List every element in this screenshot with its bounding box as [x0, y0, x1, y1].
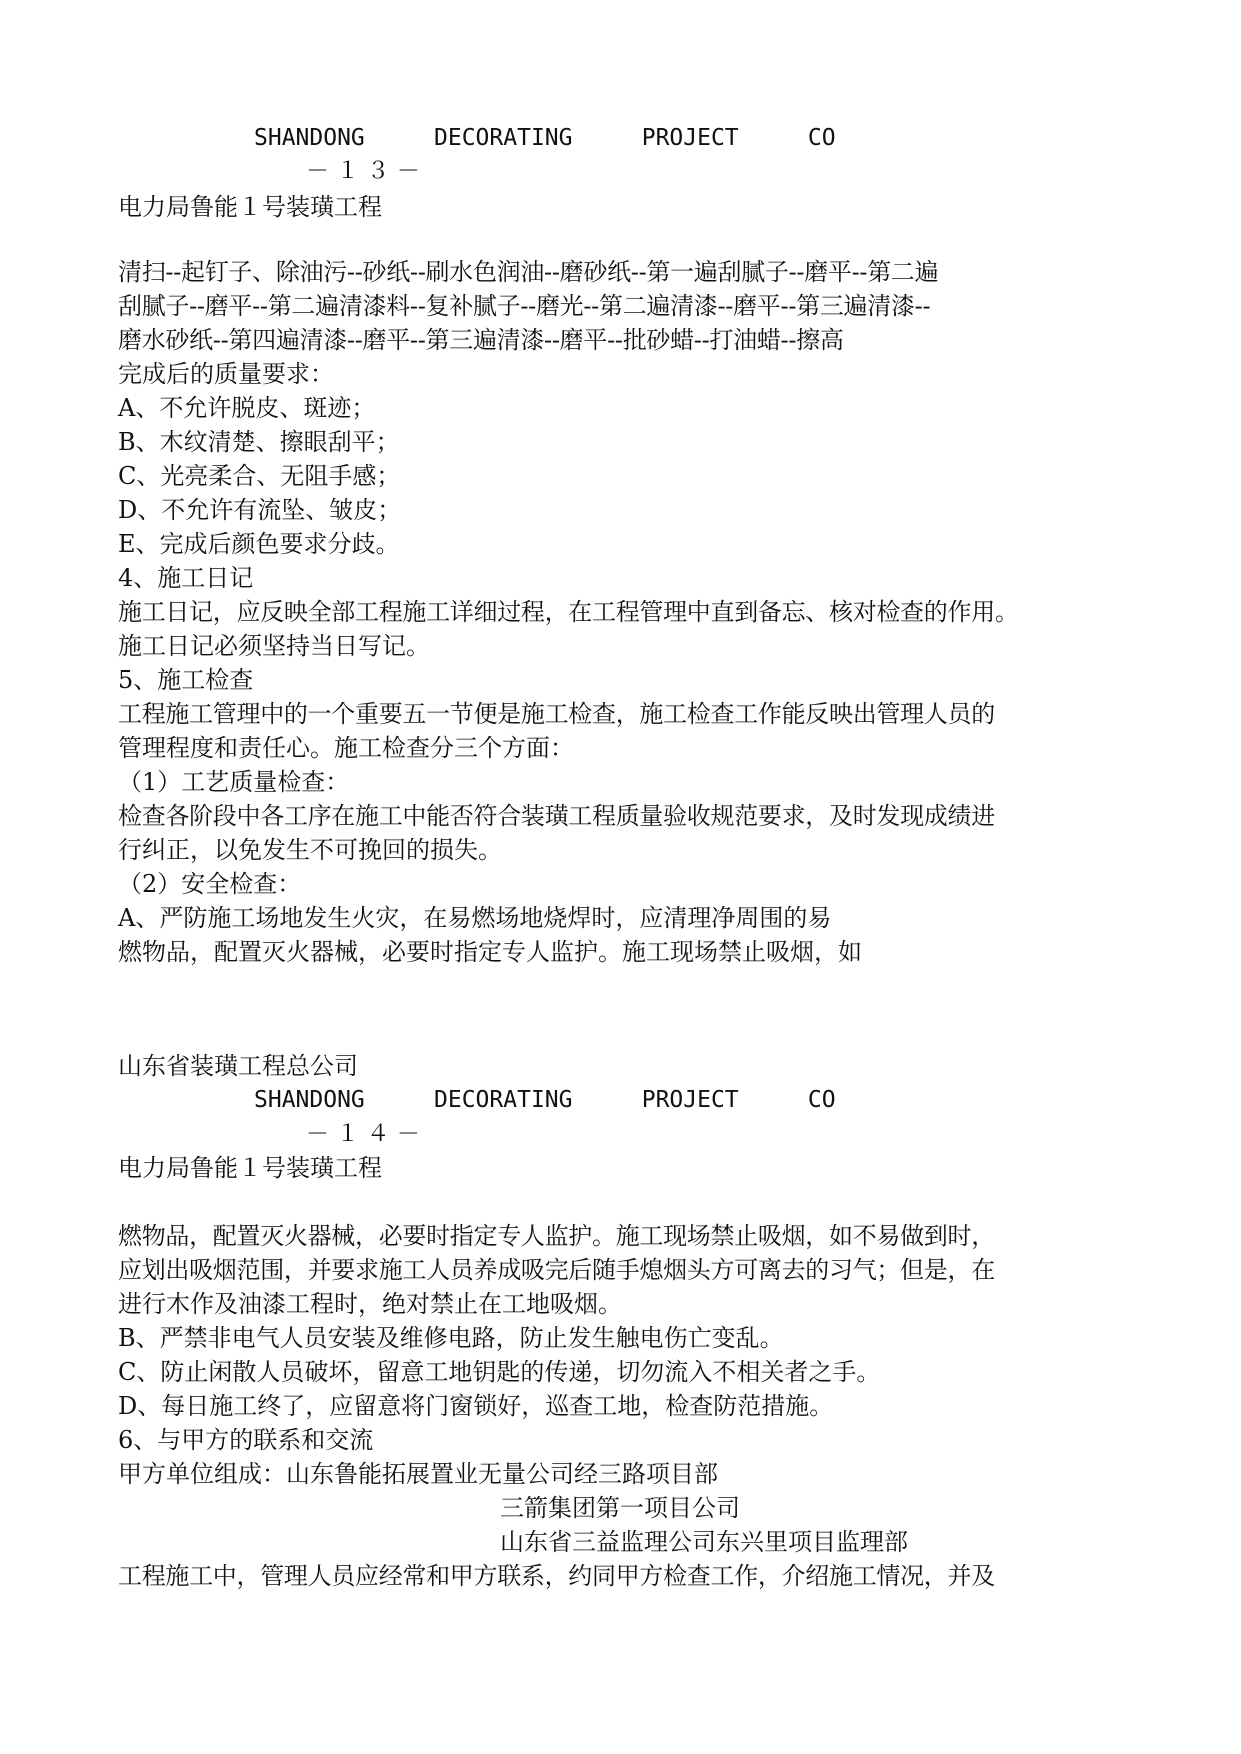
sub-heading: （1）工艺质量检查：	[118, 768, 350, 796]
page-number: － １ ４ －	[306, 1121, 420, 1147]
body-line: 施工日记，应反映全部工程施工详细过程，在工程管理中直到备忘、核对检查的作用。	[118, 598, 1019, 626]
body-line: 施工日记必须坚持当日写记。	[118, 632, 430, 660]
list-item: A、不允许脱皮、斑迹；	[118, 394, 376, 422]
list-item: D、不允许有流坠、皱皮；	[118, 496, 402, 524]
body-line: 进行木作及油漆工程时，绝对禁止在工地吸烟。	[118, 1290, 622, 1318]
section-heading: 4、施工日记	[118, 564, 254, 592]
body-line: 管理程度和责任心。施工检查分三个方面：	[118, 734, 574, 762]
list-item: C、光亮柔合、无阻手感；	[118, 462, 401, 490]
list-item: D、每日施工终了，应留意将门窗锁好，巡查工地，检查防范措施。	[118, 1392, 834, 1420]
body-line: 磨水砂纸--第四遍清漆--磨平--第三遍清漆--磨平--批砂蜡--打油蜡--擦高	[118, 326, 844, 354]
project-title: 电力局鲁能１号装璜工程	[118, 1154, 382, 1182]
body-line: 检查各阶段中各工序在施工中能否符合装璜工程质量验收规范要求，及时发现成绩进	[118, 802, 995, 830]
party-unit: 三箭集团第一项目公司	[500, 1494, 740, 1522]
body-line: 工程施工管理中的一个重要五一节便是施工检查，施工检查工作能反映出管理人员的	[118, 700, 995, 728]
sub-heading: （2）安全检查：	[118, 870, 302, 898]
body-line: 燃物品，配置灭火器械，必要时指定专人监护。施工现场禁止吸烟，如不易做到时，	[118, 1222, 995, 1250]
page-number: － １ ３ －	[306, 158, 420, 184]
body-line: 清扫--起钉子、除油污--砂纸--刷水色润油--磨砂纸--第一遍刮腻子--磨平--第二遍	[118, 258, 939, 286]
list-item: B、严禁非电气人员安装及维修电路，防止发生触电伤亡变乱。	[118, 1324, 784, 1352]
english-header: SHANDONG DECORATING PROJECT CO	[254, 125, 836, 151]
body-line: 甲方单位组成：山东鲁能拓展置业无量公司经三路项目部	[118, 1460, 718, 1488]
party-unit: 山东省三益监理公司东兴里项目监理部	[500, 1528, 908, 1556]
section-heading: 6、与甲方的联系和交流	[118, 1426, 374, 1454]
english-header: SHANDONG DECORATING PROJECT CO	[254, 1087, 836, 1113]
list-item: E、完成后颜色要求分歧。	[118, 530, 400, 558]
body-line: 工程施工中，管理人员应经常和甲方联系，约同甲方检查工作，介绍施工情况，并及	[118, 1562, 995, 1590]
list-item: C、防止闲散人员破坏，留意工地钥匙的传递，切勿流入不相关者之手。	[118, 1358, 881, 1386]
project-title: 电力局鲁能１号装璜工程	[118, 193, 382, 221]
list-item: B、木纹清楚、擦眼刮平；	[118, 428, 400, 456]
body-line: 完成后的质量要求：	[118, 360, 334, 388]
section-heading: 5、施工检查	[118, 666, 254, 694]
body-line: 刮腻子--磨平--第二遍清漆料--复补腻子--磨光--第二遍清漆--磨平--第三遍清漆--	[118, 292, 931, 320]
company-name: 山东省装璜工程总公司	[118, 1052, 358, 1080]
body-line: 燃物品，配置灭火器械，必要时指定专人监护。施工现场禁止吸烟，如	[118, 938, 862, 966]
body-line: A、严防施工场地发生火灾，在易燃场地烧焊时，应清理净周围的易	[118, 904, 832, 932]
body-line: 应划出吸烟范围，并要求施工人员养成吸完后随手熄烟头方可离去的习气；但是，在	[118, 1256, 995, 1284]
body-line: 行纠正，以免发生不可挽回的损失。	[118, 836, 502, 864]
